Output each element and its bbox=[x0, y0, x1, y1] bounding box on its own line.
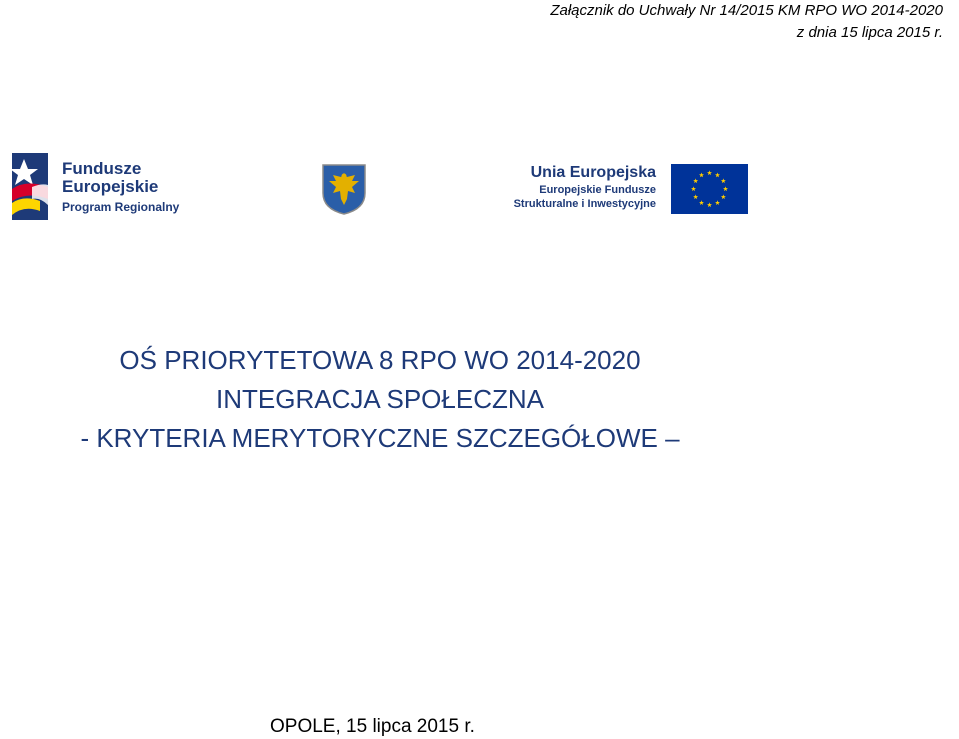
place-and-date: OPOLE, 15 lipca 2015 r. bbox=[270, 716, 475, 737]
logo-bar bbox=[0, 150, 959, 225]
eu-flag-icon bbox=[671, 164, 748, 214]
program-regionalny-line: Program Regionalny bbox=[62, 200, 180, 214]
title-criteria: - KRYTERIA MERYTORYCZNE SZCZEGÓŁOWE – bbox=[80, 423, 680, 453]
unia-europejska-wordmark bbox=[510, 163, 656, 211]
annex-line-resolution: Załącznik do Uchwały Nr 14/2015 KM RPO WO 2014-2020 bbox=[550, 2, 943, 19]
europejskie-line: Europejskie bbox=[62, 177, 159, 196]
unia-europejska-line: Unia Europejska bbox=[530, 164, 656, 181]
strukturalne-line: Strukturalne i Inwestycyjne bbox=[513, 198, 656, 210]
title-priority-axis: OŚ PRIORYTETOWA 8 RPO WO 2014-2020 bbox=[119, 345, 641, 375]
fundusze-europejskie-logo-icon bbox=[12, 153, 48, 220]
annex-line-date: z dnia 15 lipca 2015 r. bbox=[796, 24, 943, 41]
opolskie-eagle-crest-icon bbox=[321, 163, 367, 215]
fundusze-line: Fundusze bbox=[62, 159, 142, 178]
fundusze-europejskie-wordmark bbox=[62, 160, 179, 216]
annex-reference bbox=[550, 0, 943, 44]
title-social-integration: INTEGRACJA SPOŁECZNA bbox=[216, 384, 544, 414]
document-title bbox=[60, 341, 700, 458]
europejskie-fundusze-line: Europejskie Fundusze bbox=[539, 184, 656, 196]
